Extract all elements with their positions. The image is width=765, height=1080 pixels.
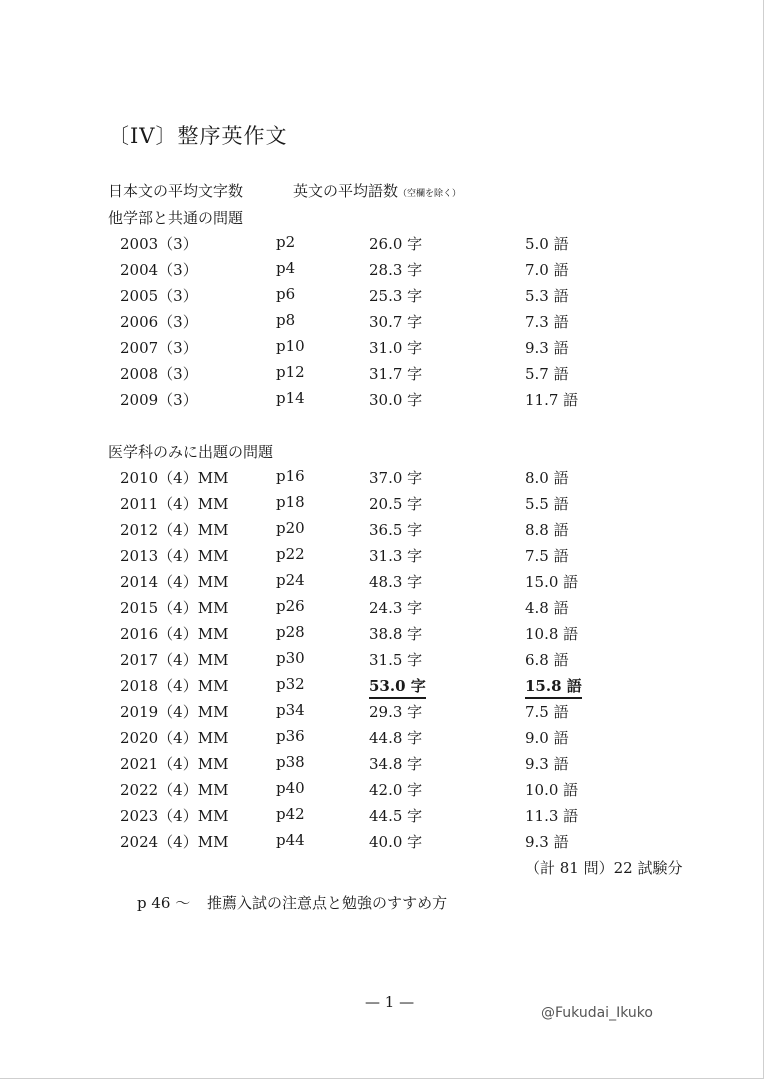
words-cell: 10.8 語 xyxy=(525,625,579,643)
words-cell: 7.5 語 xyxy=(525,703,569,721)
words-cell: 5.3 語 xyxy=(525,287,569,305)
year-cell: 2020（4）MM xyxy=(120,729,229,747)
page-cell: p4 xyxy=(276,259,296,277)
chars-cell: 30.0 字 xyxy=(369,391,423,409)
words-cell: 9.0 語 xyxy=(525,729,569,747)
page-cell: p26 xyxy=(276,597,305,615)
year-cell: 2003（3） xyxy=(120,235,198,253)
page-cell: p40 xyxy=(276,779,305,797)
words-cell: 9.3 語 xyxy=(525,339,569,357)
table-row xyxy=(0,675,765,701)
page-cell: p16 xyxy=(276,467,305,485)
jp-chars-header: 日本文の平均文字数 xyxy=(108,182,244,200)
year-cell: 2019（4）MM xyxy=(120,703,229,721)
page-cell: p44 xyxy=(276,831,305,849)
table-row xyxy=(0,493,765,519)
en-words-header xyxy=(293,180,461,201)
year-cell: 2008（3） xyxy=(120,365,198,383)
chars-cell: 31.7 字 xyxy=(369,365,423,383)
table-row xyxy=(0,623,765,649)
table-row xyxy=(0,831,765,857)
table-row xyxy=(0,285,765,311)
chars-cell: 31.5 字 xyxy=(369,651,423,669)
page-cell: p22 xyxy=(276,545,305,563)
table-row xyxy=(0,727,765,753)
page-cell: p42 xyxy=(276,805,305,823)
year-cell: 2018（4）MM xyxy=(120,677,229,695)
year-cell: 2009（3） xyxy=(120,391,198,409)
chars-cell: 53.0 字 xyxy=(369,675,426,699)
words-cell: 5.5 語 xyxy=(525,495,569,513)
table-row xyxy=(0,545,765,571)
table-row xyxy=(0,467,765,493)
page-cell: p8 xyxy=(276,311,296,329)
chars-cell: 36.5 字 xyxy=(369,521,423,539)
page-number: — 1 — xyxy=(365,993,415,1011)
chars-cell: 24.3 字 xyxy=(369,599,423,617)
chars-cell: 20.5 字 xyxy=(369,495,423,513)
page-cell: p34 xyxy=(276,701,305,719)
table-row xyxy=(0,519,765,545)
page-cell: p38 xyxy=(276,753,305,771)
chars-cell: 29.3 字 xyxy=(369,703,423,721)
page-cell: p18 xyxy=(276,493,305,511)
page-cell: p12 xyxy=(276,363,305,381)
year-cell: 2013（4）MM xyxy=(120,547,229,565)
chars-cell: 26.0 字 xyxy=(369,235,423,253)
year-cell: 2016（4）MM xyxy=(120,625,229,643)
table-row xyxy=(0,389,765,415)
page-cell: p36 xyxy=(276,727,305,745)
en-words-note: （空欄を除く） xyxy=(398,189,462,199)
words-cell: 7.5 語 xyxy=(525,547,569,565)
page-cell: p20 xyxy=(276,519,305,537)
chars-cell: 48.3 字 xyxy=(369,573,423,591)
words-cell: 5.7 語 xyxy=(525,365,569,383)
year-cell: 2024（4）MM xyxy=(120,833,229,851)
year-cell: 2022（4）MM xyxy=(120,781,229,799)
en-words-label: 英文の平均語数 xyxy=(293,182,399,200)
chars-cell: 44.8 字 xyxy=(369,729,423,747)
table-row xyxy=(0,363,765,389)
table-row xyxy=(0,571,765,597)
chars-cell: 37.0 字 xyxy=(369,469,423,487)
chars-cell: 25.3 字 xyxy=(369,287,423,305)
words-cell: 6.8 語 xyxy=(525,651,569,669)
words-cell: 5.0 語 xyxy=(525,235,569,253)
words-cell: 10.0 語 xyxy=(525,781,579,799)
words-cell: 11.3 語 xyxy=(525,807,579,825)
page-cell: p28 xyxy=(276,623,305,641)
page-cell: p10 xyxy=(276,337,305,355)
next-section-page: p 46 〜 xyxy=(137,894,191,912)
year-cell: 2023（4）MM xyxy=(120,807,229,825)
page-cell: p32 xyxy=(276,675,305,693)
chars-cell: 34.8 字 xyxy=(369,755,423,773)
year-cell: 2010（4）MM xyxy=(120,469,229,487)
year-cell: 2004（3） xyxy=(120,261,198,279)
page-cell: p2 xyxy=(276,233,296,251)
chars-cell: 38.8 字 xyxy=(369,625,423,643)
page-title: 〔IV〕整序英作文 xyxy=(108,124,288,148)
chars-cell: 31.3 字 xyxy=(369,547,423,565)
year-cell: 2007（3） xyxy=(120,339,198,357)
year-cell: 2011（4）MM xyxy=(120,495,229,513)
year-cell: 2006（3） xyxy=(120,313,198,331)
page-cell: p30 xyxy=(276,649,305,667)
year-cell: 2005（3） xyxy=(120,287,198,305)
words-cell: 4.8 語 xyxy=(525,599,569,617)
page-cell: p6 xyxy=(276,285,296,303)
chars-cell: 28.3 字 xyxy=(369,261,423,279)
year-cell: 2017（4）MM xyxy=(120,651,229,669)
chars-cell: 30.7 字 xyxy=(369,313,423,331)
table-row xyxy=(0,701,765,727)
words-cell: 9.3 語 xyxy=(525,755,569,773)
words-cell: 7.0 語 xyxy=(525,261,569,279)
chars-cell: 42.0 字 xyxy=(369,781,423,799)
page-cell: p24 xyxy=(276,571,305,589)
table-row xyxy=(0,805,765,831)
words-cell: 15.0 語 xyxy=(525,573,579,591)
table-row xyxy=(0,753,765,779)
chars-cell: 31.0 字 xyxy=(369,339,423,357)
table-row xyxy=(0,311,765,337)
section-heading-medical: 医学科のみに出題の問題 xyxy=(108,443,274,461)
table-row xyxy=(0,779,765,805)
words-cell: 11.7 語 xyxy=(525,391,579,409)
page-cell: p14 xyxy=(276,389,305,407)
year-cell: 2012（4）MM xyxy=(120,521,229,539)
table-row xyxy=(0,337,765,363)
year-cell: 2021（4）MM xyxy=(120,755,229,773)
author-handle: @Fukudai_Ikuko xyxy=(541,1005,653,1021)
table-row xyxy=(0,649,765,675)
table-row xyxy=(0,259,765,285)
section-heading-common: 他学部と共通の問題 xyxy=(108,209,244,227)
year-cell: 2014（4）MM xyxy=(120,573,229,591)
words-cell: 9.3 語 xyxy=(525,833,569,851)
total-count: （計 81 問）22 試験分 xyxy=(525,859,683,877)
next-section-title: 推薦入試の注意点と勉強のすすめ方 xyxy=(207,894,448,912)
chars-cell: 40.0 字 xyxy=(369,833,423,851)
chars-cell: 44.5 字 xyxy=(369,807,423,825)
words-cell: 15.8 語 xyxy=(525,675,582,699)
words-cell: 7.3 語 xyxy=(525,313,569,331)
year-cell: 2015（4）MM xyxy=(120,599,229,617)
words-cell: 8.8 語 xyxy=(525,521,569,539)
table-row xyxy=(0,233,765,259)
words-cell: 8.0 語 xyxy=(525,469,569,487)
table-row xyxy=(0,597,765,623)
